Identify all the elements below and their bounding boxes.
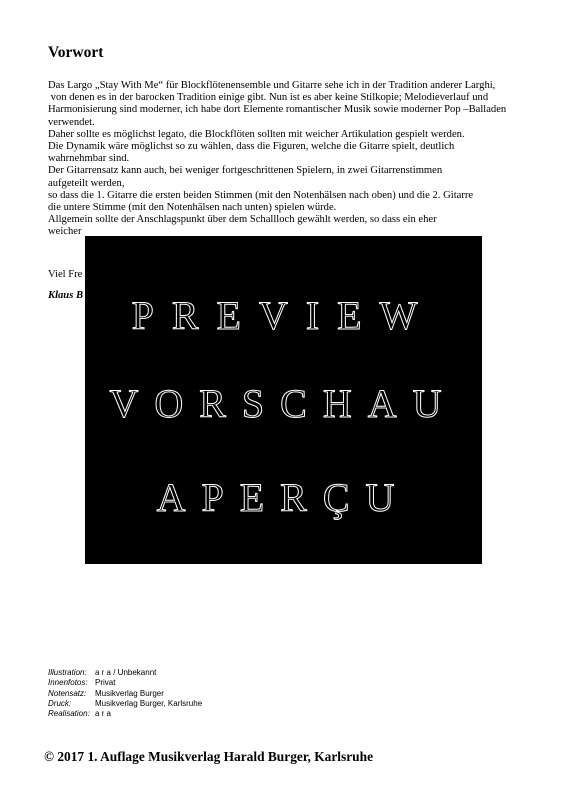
preface-line: Allgemein sollte der Anschlagspunkt über dem Schallloch gewählt werden, so dass ein eher <box>48 214 437 226</box>
preface-line: verwendet. <box>48 116 95 128</box>
preface-body <box>48 80 548 239</box>
preview-watermark-overlay <box>85 236 482 564</box>
preface-line: die untere Stimme (mit den Notenhälsen nach unten) spielen würde. <box>48 202 337 214</box>
credit-row <box>48 699 202 709</box>
credits-block <box>48 668 202 719</box>
credit-row <box>48 689 202 699</box>
watermark-preview: PREVIEW <box>131 293 436 338</box>
credit-value: Musikverlag Burger <box>95 688 164 698</box>
credit-value: Privat <box>95 678 116 688</box>
credit-row <box>48 709 202 719</box>
greeting-text: Viel Fre <box>48 269 83 280</box>
copyright-footer: © 2017 1. Auflage Musikverlag Harald Burger, Karlsruhe <box>44 749 374 764</box>
watermark-vorschau: VORSCHAU <box>109 381 458 426</box>
credit-value: a r a <box>95 709 112 719</box>
credit-label: Notensatz: <box>48 688 87 698</box>
author-name: Klaus B <box>48 290 84 301</box>
credit-label: Illustration: <box>48 668 87 677</box>
preface-line: Das Largo „Stay With Me“ für Blockflötenensemble und Gitarre sehe ich in der Tradition anderer Larghi, <box>48 80 496 91</box>
credit-label: Innenfotos: <box>48 678 88 688</box>
credit-value: a r a / Unbekannt <box>95 668 157 677</box>
preface-line: wahrnehmbar sind. <box>48 153 130 165</box>
credit-label: Druck: <box>48 698 72 708</box>
credit-value: Musikverlag Burger, Karlsruhe <box>95 698 203 708</box>
page-title: Vorwort <box>48 44 104 61</box>
preface-line: von denen es in der barocken Tradition einige gibt. Nun ist es aber keine Stilkopie; Melodieverlauf und <box>48 92 489 104</box>
credit-row <box>48 678 202 688</box>
preface-line: aufgeteilt werden, <box>48 177 125 189</box>
preface-line: weicher <box>48 226 82 238</box>
preface-line: Harmonisierung sind moderner, ich habe dort Elemente romantischer Musik sowie moderner Pop –Balladen <box>48 104 507 116</box>
preface-line: Die Dynamik wäre möglichst so zu wählen, dass die Figuren, welche die Gitarre spielt, deutlich <box>48 141 455 153</box>
credit-row <box>48 668 202 678</box>
credit-label: Realisation: <box>48 709 90 719</box>
watermark-apercu: APERÇU <box>156 475 411 520</box>
preface-line: so dass die 1. Gitarre die ersten beiden Stimmen (mit den Notenhälsen nach oben) und die 2. Gitarre <box>48 189 474 201</box>
preface-line: Daher sollte es möglichst legato, die Blockflöten sollten mit weicher Artikulation gespielt werden. <box>48 128 465 140</box>
preface-line: Der Gitarrensatz kann auch, bei weniger fortgeschrittenen Spielern, in zwei Gitarrenstimmen <box>48 165 443 177</box>
